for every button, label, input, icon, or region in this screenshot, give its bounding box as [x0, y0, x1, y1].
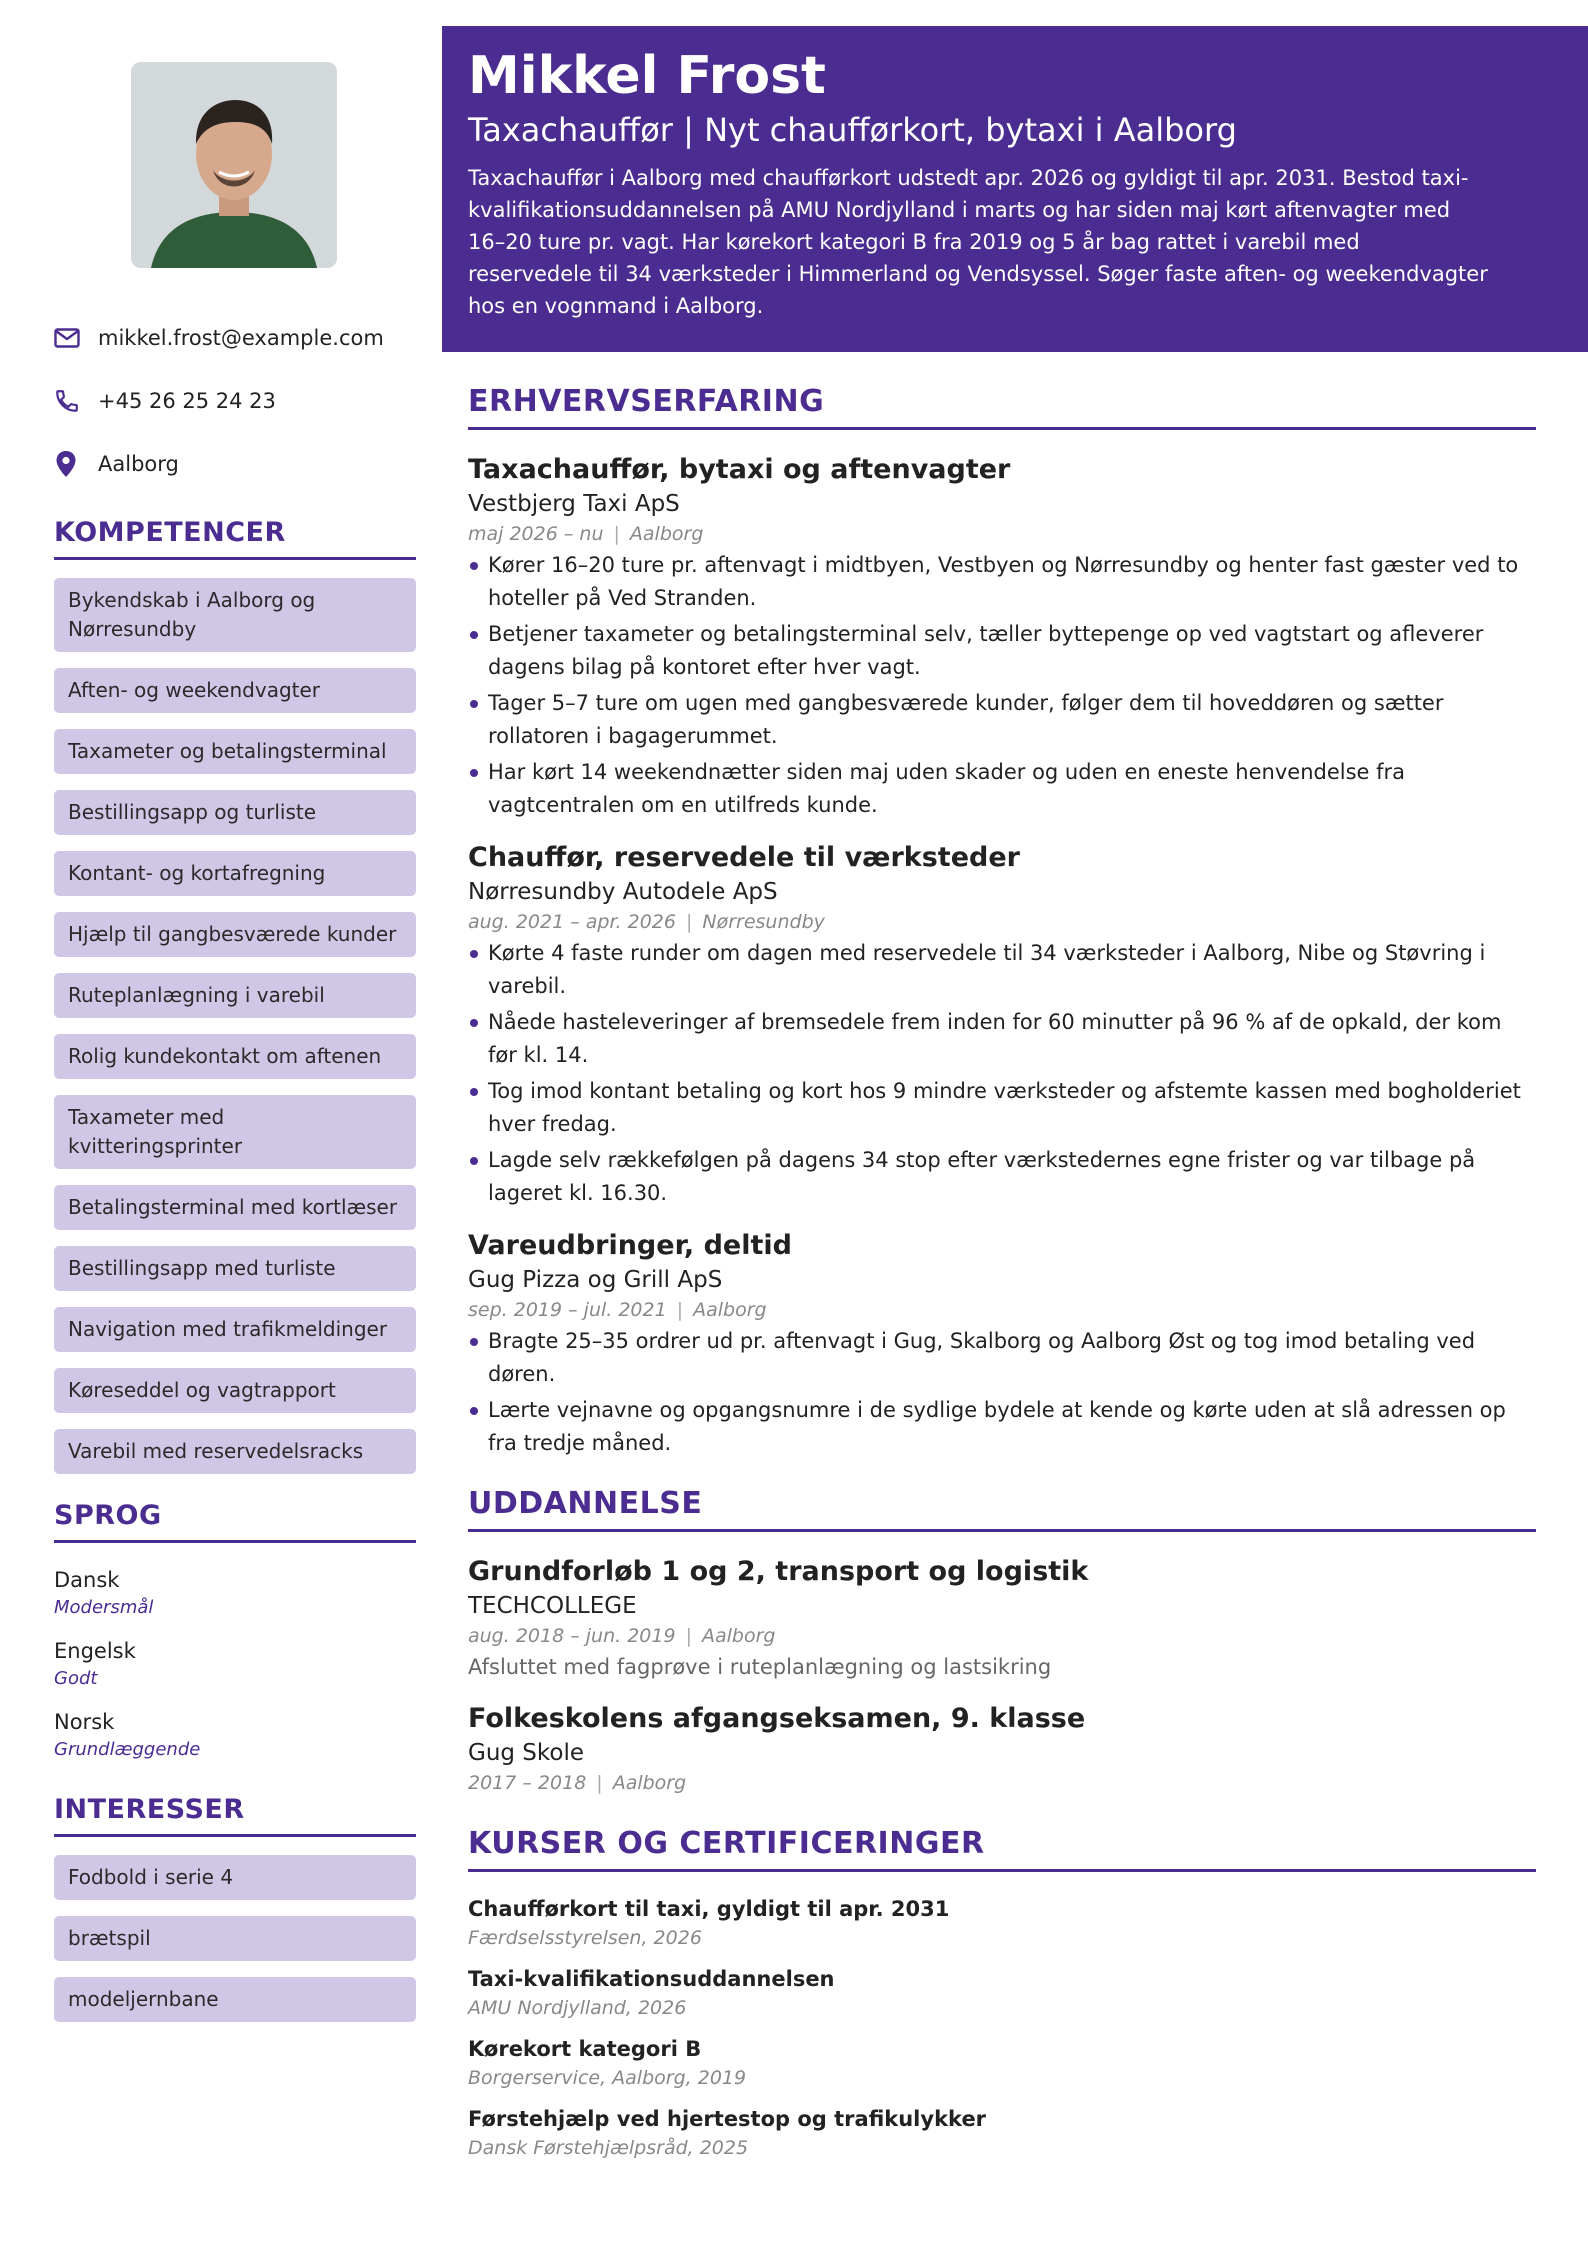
interests-list [54, 1855, 416, 2022]
phone-text: +45 26 25 24 23 [98, 388, 276, 413]
certifications-heading: KURSER OG CERTIFICERINGER [468, 1826, 1536, 1872]
candidate-name: Mikkel Frost [468, 46, 826, 106]
job-bullet: Betjener taxameter og betalingsterminal selv, tæller byttepenge op ved vagtstart og afleverer dagens bilag på kontoret efter hver vagt. [468, 618, 1536, 684]
education-title: Folkeskolens afgangseksamen, 9. klasse [468, 1703, 1086, 1734]
job-bullet: Bragte 25–35 ordrer ud pr. aftenvagt i Gug, Skalborg og Aalborg Øst og tog imod betaling ved døren. [468, 1325, 1536, 1391]
education-title: Grundforløb 1 og 2, transport og logistik [468, 1556, 1089, 1587]
language-item [54, 1707, 416, 1762]
certification-source: AMU Nordjylland, 2026 [468, 1997, 687, 2019]
profile-summary: Taxachauffør i Aalborg med chaufførkort udstedt apr. 2026 og gyldigt til apr. 2031. Bestod taxi-kvalifikationsuddannelsen på AMU Nordjylland i marts og har siden maj kørt aftenvagter med 16–20 ture pr. vagt. Har kørekort kategori B fra 2019 og 5 år bag rattet i varebil med reservedele til 34 værksteder i Himmerland og Vendsyssel. Søger faste aften- og weekendvagter hos en vognmand i Aalborg. [468, 166, 1488, 318]
education-list [468, 1554, 1536, 1798]
language-name: Norsk [54, 1710, 115, 1734]
job-bullet: Tog imod kontant betaling og kort hos 9 mindre værksteder og afstemte kassen med bogholderiet hver fredag. [468, 1075, 1536, 1141]
certification-name: Chaufførkort til taxi, gyldigt til apr. 2031 [468, 1897, 950, 1921]
certification-name: Taxi-kvalifikationsuddannelsen [468, 1967, 835, 1991]
job-title: Vareudbringer, deltid [468, 1230, 792, 1261]
certification-source: Borgerservice, Aalborg, 2019 [468, 2067, 747, 2089]
language-name: Dansk [54, 1568, 120, 1592]
language-level: Godt [54, 1668, 98, 1689]
skill-chip: Rolig kundekontakt om aftenen [54, 1034, 416, 1079]
meta-separator: | [685, 1625, 692, 1647]
interest-chip: brætspil [54, 1916, 416, 1961]
main-content [468, 384, 1536, 2174]
languages-list [54, 1565, 416, 1762]
job-location: Aalborg [629, 523, 704, 545]
education-location: Aalborg [612, 1772, 687, 1794]
job-period: maj 2026 – nu [468, 523, 604, 545]
certification-source: Færdselsstyrelsen, 2026 [468, 1927, 702, 1949]
job-entry [468, 1228, 1536, 1460]
language-item [54, 1636, 416, 1691]
education-meta [468, 1769, 1536, 1798]
job-bullets [468, 549, 1536, 822]
education-entry [468, 1554, 1536, 1683]
job-period: sep. 2019 – jul. 2021 [468, 1299, 667, 1321]
certification-entry [468, 1964, 1536, 2022]
job-company: Vestbjerg Taxi ApS [468, 491, 680, 517]
mail-icon [54, 323, 98, 353]
header-banner [442, 26, 1588, 352]
skill-chip: Kontant- og kortafregning [54, 851, 416, 896]
experience-list [468, 452, 1536, 1460]
language-item [54, 1565, 416, 1620]
job-bullet: Tager 5–7 ture om ugen med gangbesværede kunder, følger dem til hoveddøren og sætter rollatoren i bagagerummet. [468, 687, 1536, 753]
language-level: Grundlæggende [54, 1739, 201, 1760]
skill-chip: Hjælp til gangbesværede kunder [54, 912, 416, 957]
contact-list [54, 306, 416, 495]
job-title: Chauffør, reservedele til værksteder [468, 842, 1020, 873]
sidebar [54, 62, 416, 2038]
candidate-title: Taxachauffør | Nyt chaufførkort, bytaxi i Aalborg [468, 111, 1237, 149]
skill-chip: Taxameter og betalingsterminal [54, 729, 416, 774]
experience-heading: ERHVERVSERFARING [468, 384, 1536, 430]
email-text: mikkel.frost@example.com [98, 325, 384, 350]
education-school: TECHCOLLEGE [468, 1593, 637, 1619]
meta-separator: | [613, 523, 620, 545]
certification-entry [468, 2104, 1536, 2162]
interest-chip: modeljernbane [54, 1977, 416, 2022]
job-meta [468, 908, 1536, 937]
skill-chip: Køreseddel og vagtrapport [54, 1368, 416, 1413]
certifications-list [468, 1894, 1536, 2162]
certification-entry [468, 1894, 1536, 1952]
job-company: Nørresundby Autodele ApS [468, 879, 778, 905]
education-period: aug. 2018 – jun. 2019 [468, 1625, 676, 1647]
skills-list [54, 578, 416, 1474]
skill-chip: Betalingsterminal med kortlæser [54, 1185, 416, 1230]
skill-chip: Taxameter med kvitteringsprinter [54, 1095, 416, 1169]
skill-chip: Navigation med trafikmeldinger [54, 1307, 416, 1352]
job-bullet: Lærte vejnavne og opgangsnumre i de sydlige bydele at kende og kørte uden at slå adressen op fra tredje måned. [468, 1394, 1536, 1460]
job-entry [468, 452, 1536, 822]
education-entry [468, 1701, 1536, 1798]
skill-chip: Ruteplanlægning i varebil [54, 973, 416, 1018]
meta-separator: | [596, 1772, 603, 1794]
education-heading: UDDANNELSE [468, 1486, 1536, 1532]
languages-heading: SPROG [54, 1500, 416, 1543]
job-meta [468, 520, 1536, 549]
certification-name: Kørekort kategori B [468, 2037, 702, 2061]
contact-email[interactable] [54, 306, 416, 369]
certification-name: Førstehjælp ved hjertestop og trafikulykker [468, 2107, 987, 2131]
skill-chip: Varebil med reservedelsracks [54, 1429, 416, 1474]
job-period: aug. 2021 – apr. 2026 [468, 911, 676, 933]
job-bullet: Kørte 4 faste runder om dagen med reservedele til 34 værksteder i Aalborg, Nibe og Støvring i varebil. [468, 937, 1536, 1003]
job-bullet: Kører 16–20 ture pr. aftenvagt i midtbyen, Vestbyen og Nørresundby og henter fast gæster ved to hoteller på Ved Stranden. [468, 549, 1536, 615]
contact-location [54, 432, 416, 495]
phone-icon [54, 386, 98, 416]
interests-heading: INTERESSER [54, 1794, 416, 1837]
skills-heading: KOMPETENCER [54, 517, 416, 560]
education-meta [468, 1622, 1536, 1651]
meta-separator: | [676, 1299, 684, 1321]
meta-separator: | [685, 911, 693, 933]
job-bullet: Har kørt 14 weekendnætter siden maj uden skader og uden en eneste henvendelse fra vagtcentralen om en utilfreds kunde. [468, 756, 1536, 822]
skill-chip: Bestillingsapp med turliste [54, 1246, 416, 1291]
job-entry [468, 840, 1536, 1210]
job-location: Aalborg [693, 1299, 767, 1321]
language-name: Engelsk [54, 1639, 136, 1663]
job-bullets [468, 1325, 1536, 1460]
contact-phone[interactable] [54, 369, 416, 432]
job-location: Nørresundby [702, 911, 825, 933]
job-company: Gug Pizza og Grill ApS [468, 1267, 723, 1293]
location-text: Aalborg [98, 451, 179, 476]
education-school: Gug Skole [468, 1740, 585, 1766]
job-bullets [468, 937, 1536, 1210]
education-location: Aalborg [701, 1625, 776, 1647]
job-bullet: Nåede hasteleveringer af bremsedele frem inden for 60 minutter på 96 % af de opkald, der kom før kl. 14. [468, 1006, 1536, 1072]
education-note: Afsluttet med fagprøve i ruteplanlægning og lastsikring [468, 1655, 1052, 1679]
skill-chip: Aften- og weekendvagter [54, 668, 416, 713]
education-period: 2017 – 2018 [468, 1772, 587, 1794]
profile-photo [131, 62, 337, 268]
job-bullet: Lagde selv rækkefølgen på dagens 34 stop efter værkstedernes egne frister og var tilbage på lageret kl. 16.30. [468, 1144, 1536, 1210]
interest-chip: Fodbold i serie 4 [54, 1855, 416, 1900]
certification-source: Dansk Førstehjælpsråd, 2025 [468, 2137, 749, 2159]
skill-chip: Bykendskab i Aalborg og Nørresundby [54, 578, 416, 652]
language-level: Modersmål [54, 1597, 154, 1618]
job-title: Taxachauffør, bytaxi og aftenvagter [468, 454, 1011, 485]
location-pin-icon [54, 449, 98, 479]
certification-entry [468, 2034, 1536, 2092]
skill-chip: Bestillingsapp og turliste [54, 790, 416, 835]
job-meta [468, 1296, 1536, 1325]
